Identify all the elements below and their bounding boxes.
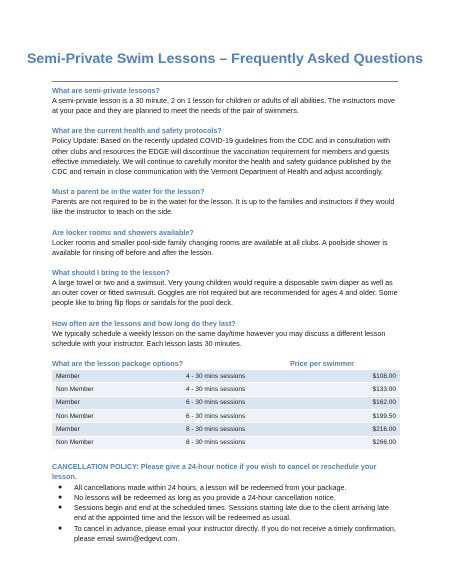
- faq-content: [52, 85, 400, 544]
- sessions-cell: 8 - 30 mins sessions: [182, 436, 290, 449]
- bullet-icon: ●: [58, 504, 63, 512]
- faq-answer: We typically schedule a weekly lesson on the same day/time however you may discuss a different lesson schedule with your instructor. Each lesson lasts 30 minutes.: [52, 328, 386, 348]
- list-item-text: All cancellations made within 24 hours, a lesson will be redeemed from your package.: [74, 482, 347, 492]
- sessions-cell: 4 - 30 mins sessions: [182, 383, 290, 396]
- table-row: [52, 423, 400, 436]
- list-item: [52, 503, 400, 523]
- sessions-cell: 6 - 30 mins sessions: [182, 396, 290, 409]
- faq-question: Are locker rooms and showers available?: [52, 227, 194, 237]
- price-cell: $216.00: [290, 423, 400, 436]
- faq-answer: Parents are not required to be in the water for the lesson. It is up to the families and instructors if they would like the instructor to teach on the side.: [52, 197, 395, 217]
- sessions-cell: 8 - 30 mins sessions: [182, 423, 290, 436]
- sessions-cell: 6 - 30 mins sessions: [182, 409, 290, 422]
- faq-question: What are semi-private lessons?: [52, 86, 160, 95]
- faq-question: What are the current health and safety protocols?: [52, 126, 222, 136]
- table-row: [52, 396, 400, 409]
- faq-question: What should I bring to the lesson?: [52, 268, 170, 278]
- list-item: [52, 483, 400, 493]
- list-item: [52, 524, 400, 544]
- faq-question: How often are the lessons and how long do they last?: [52, 318, 236, 328]
- bullet-icon: ●: [58, 494, 63, 502]
- bullet-icon: ●: [58, 483, 63, 491]
- title-divider: [52, 81, 398, 82]
- list-item-text: Sessions begin and end at the scheduled times. Sessions starting late due to the client arriving late end at the appointed time and the lesson will be redeemed as usual.: [74, 503, 389, 523]
- price-column-heading: Price per swimmer: [290, 359, 354, 369]
- table-row: [52, 436, 400, 449]
- membership-type-cell: Non Member: [52, 409, 182, 422]
- membership-type-cell: Member: [52, 423, 182, 436]
- list-item-text: To cancel in advance, please email your instructor directly. If you do not receive a timely confirmation, please email swim@edgevt.com.: [74, 523, 396, 543]
- cancellation-policy-heading: CANCELLATION POLICY: Please give a 24-hour notice if you wish to cancel or reschedule your lesson.: [52, 461, 377, 481]
- membership-type-cell: Non Member: [52, 436, 182, 449]
- faq-question: Must a parent be in the water for the lesson?: [52, 187, 205, 197]
- table-row: [52, 409, 400, 422]
- membership-type-cell: Member: [52, 370, 182, 383]
- table-row: [52, 370, 400, 383]
- list-item-text: No lessons will be redeemed as long as you provide a 24-hour cancellation notice.: [74, 493, 336, 503]
- price-cell: $133.00: [290, 383, 400, 396]
- membership-type-cell: Member: [52, 396, 182, 409]
- list-item: [52, 493, 400, 503]
- cancellation-list: [52, 483, 400, 544]
- table-row: [52, 383, 400, 396]
- package-options-header: [52, 359, 400, 369]
- faq-answer: A large towel or two and a swimsuit. Very young children would require a disposable swim diaper as well as an outer cover or fitted swimsuit. Goggles are not required but are recommended for ages 4 and older. Some people like to bring flip flops or sandals for the pool deck.: [52, 278, 398, 308]
- sessions-cell: 4 - 30 mins sessions: [182, 370, 290, 383]
- page-title: Semi-Private Swim Lessons – Frequently Asked Questions: [26, 51, 424, 67]
- membership-type-cell: Non Member: [52, 383, 182, 396]
- price-cell: $199.50: [290, 409, 400, 422]
- price-table: [52, 370, 400, 450]
- package-options-heading: What are the lesson package options?: [52, 359, 183, 369]
- price-cell: $108.00: [290, 370, 400, 383]
- faq-answer: Locker rooms and smaller pool-side family changing rooms are available at all clubs. A poolside shower is available for rinsing off before and after the lesson.: [52, 237, 388, 257]
- faq-answer: Policy Update: Based on the recently updated COVID-19 guidelines from the CDC and in consultation with other clubs and resources the EDGE will discontinue the vaccination requirement for members and guests effective immediately. We will continue to carefully monitor the health and safety guidance published by the CDC and remain in close communication with the Vermont Department of Health and adjust accordingly.: [52, 136, 392, 177]
- faq-answer: A semi-private lesson is a 30 minute, 2 on 1 lesson for children or adults of all abilities. The instructors move at your pace and they are planned to meet the needs of the pair of swimmers.: [52, 96, 396, 116]
- price-cell: $266.00: [290, 436, 400, 449]
- bullet-icon: ●: [58, 524, 63, 532]
- price-cell: $162.00: [290, 396, 400, 409]
